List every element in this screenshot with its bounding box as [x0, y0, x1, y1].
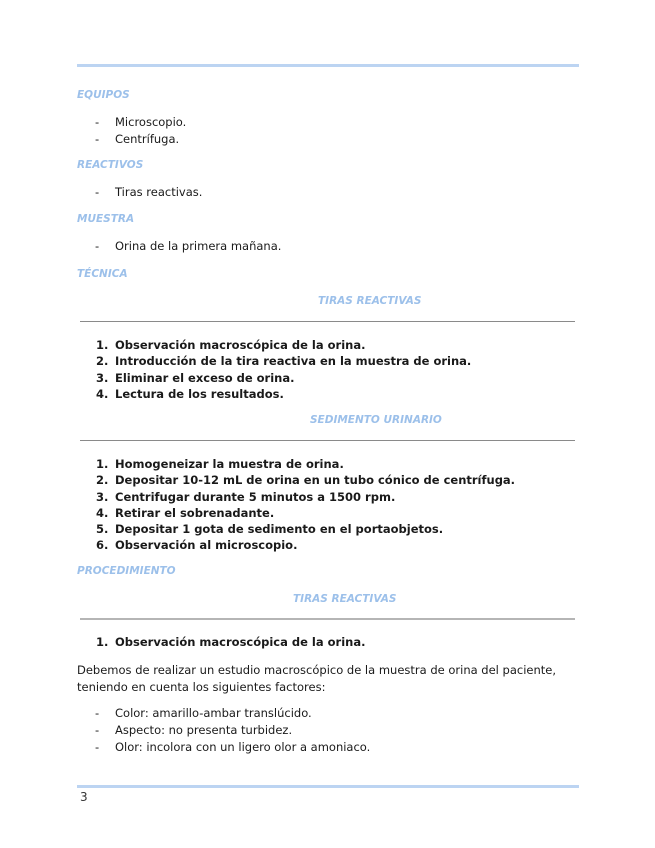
list-item: 3. Eliminar el exceso de orina.: [96, 370, 295, 385]
sedimento-steps: [96, 456, 515, 554]
equipos-list: [95, 114, 186, 148]
factors-list: [95, 705, 370, 756]
list-item: 6. Observación al microscopio.: [96, 538, 298, 553]
muestra-list: [95, 238, 281, 255]
heading-procedimiento: PROCEDIMIENTO: [77, 565, 176, 577]
list-item: 2. Depositar 10-12 mL de orina en un tubo cónico de centrífuga.: [96, 473, 516, 488]
list-item: - Tiras reactivas.: [95, 185, 203, 199]
divider: [80, 440, 575, 441]
procedimiento-steps: [96, 634, 365, 650]
heading-reactivos: REACTIVOS: [77, 159, 144, 171]
subheading-sedimento-urinario: SEDIMENTO URINARIO: [310, 414, 442, 426]
heading-muestra: MUESTRA: [77, 213, 135, 225]
list-item: 1. Observación macroscópica de la orina.: [96, 635, 366, 649]
list-item: - Color: amarillo-ambar translúcido.: [95, 706, 312, 720]
heading-equipos: EQUIPOS: [77, 89, 130, 101]
subheading-tiras-reactivas: TIRAS REACTIVAS: [293, 593, 397, 605]
list-item: 4. Retirar el sobrenadante.: [96, 505, 275, 520]
reactivos-list: [95, 184, 202, 201]
list-item: 1. Observación macroscópica de la orina.: [96, 338, 366, 352]
list-item: - Orina de la primera mañana.: [95, 239, 282, 253]
footer-rule: [77, 785, 579, 788]
tiras-steps: [96, 337, 471, 402]
heading-tecnica: TÉCNICA: [77, 268, 128, 280]
paragraph: Debemos de realizar un estudio macroscópico de la muestra de orina del paciente, teniendo en cuenta los siguientes factores:: [77, 663, 557, 694]
subheading-tiras-reactivas: TIRAS REACTIVAS: [318, 295, 422, 307]
divider: [80, 321, 575, 322]
header-rule: [77, 64, 579, 67]
list-item: 1. Homogeneizar la muestra de orina.: [96, 457, 344, 471]
list-item: 3. Centrifugar durante 5 minutos a 1500 rpm.: [96, 489, 396, 504]
list-item: 2. Introducción de la tira reactiva en la muestra de orina.: [96, 354, 472, 369]
page-number: 3: [80, 790, 88, 804]
list-item: 4. Lectura de los resultados.: [96, 386, 284, 401]
divider: [80, 618, 575, 620]
list-item: - Centrífuga.: [95, 132, 180, 146]
list-item: 5. Depositar 1 gota de sedimento en el portaobjetos.: [96, 522, 444, 537]
list-item: - Aspecto: no presenta turbidez.: [95, 723, 293, 737]
list-item: - Microscopio.: [95, 115, 187, 129]
list-item: - Olor: incolora con un ligero olor a amoniaco.: [95, 740, 371, 754]
